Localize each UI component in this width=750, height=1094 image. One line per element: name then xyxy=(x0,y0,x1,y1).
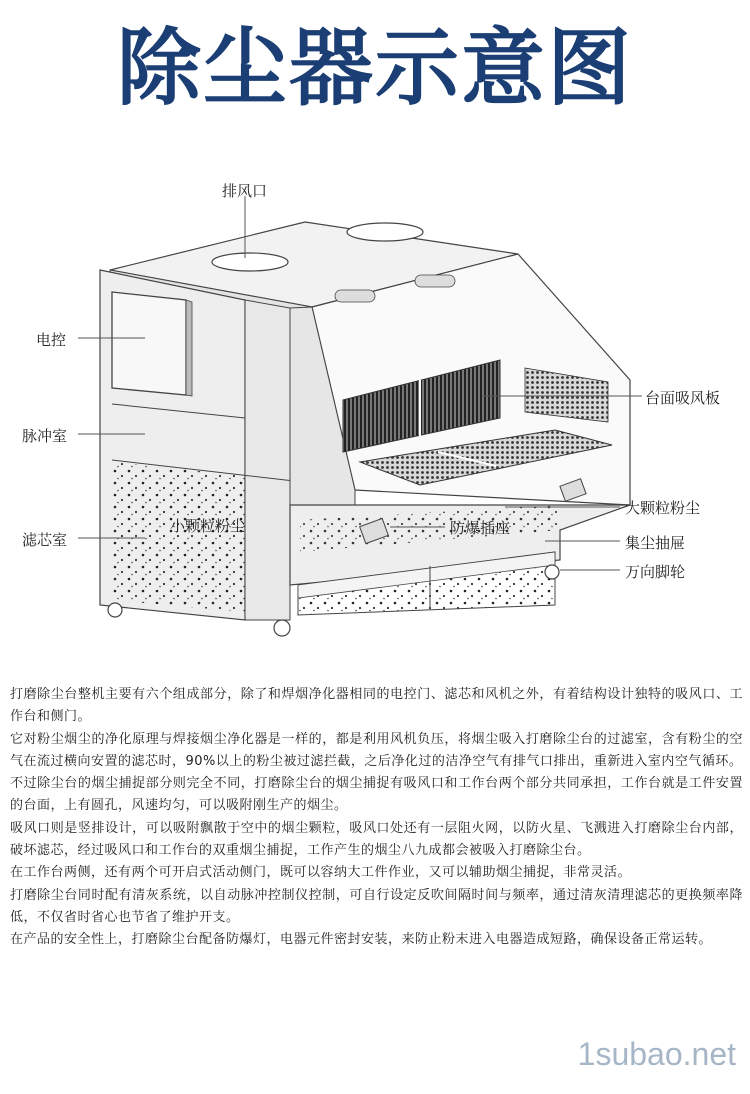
caster-wheel xyxy=(545,565,559,579)
paragraph: 它对粉尘烟尘的净化原理与焊接烟尘净化器是一样的，都是利用风机负压，将烟尘吸入打磨除尘台的过滤室，含有粉尘的空气在流过横向安置的滤芯时，90%以上的粉尘被过滤拦截，之后净化过的洁净空气有排气口排出，重新进入室内空气循环。 xyxy=(10,731,743,769)
exhaust-port-right xyxy=(347,223,423,241)
label-pulse: 脉冲室 xyxy=(22,427,68,445)
front-column xyxy=(245,300,290,620)
page-title: 除尘器示意图 xyxy=(116,19,633,117)
label-filter: 滤芯室 xyxy=(22,531,68,549)
paragraph: 不过除尘台的烟尘捕捉部分则完全不同，打磨除尘台的烟尘捕捉有吸风口和工作台两个部分共同承担，工作台就是工件安置的台面，上有圆孔，风速均匀，可以吸附刚生产的烟尘。 xyxy=(10,776,743,814)
label-big-dust: 大颗粒粉尘 xyxy=(625,499,701,517)
caster-wheel xyxy=(274,620,290,636)
paragraph: 打磨除尘台同时配有清灰系统，以自动脉冲控制仪控制，可自行设定反吹间隔时间与频率，通过清灰清理滤芯的更换频率降低，不仅省时省心也节省了维护开支。 xyxy=(10,887,743,925)
caster-wheel xyxy=(108,603,122,617)
paragraph: 吸风口则是竖排设计，可以吸附飘散于空中的烟尘颗粒，吸风口处还有一层阻火网，以防火星、飞溅进入打磨除尘台内部，破坏滤芯，经过吸风口和工作台的双重烟尘捕捉，工作产生的烟尘八九成都会被吸入打磨除尘台。 xyxy=(10,820,743,859)
label-suction-board: 台面吸风板 xyxy=(645,389,721,407)
label-small-dust: 小颗粒粉尘 xyxy=(170,517,246,535)
description xyxy=(10,684,743,952)
filter-chamber xyxy=(112,462,245,612)
electric-control-box xyxy=(112,292,186,395)
label-explosion-socket: 防爆插座 xyxy=(450,519,511,537)
label-wheel: 万向脚轮 xyxy=(625,563,686,581)
watermark: 1subao.net xyxy=(577,1036,736,1072)
paragraph: 打磨除尘台整机主要有六个组成部分，除了和焊烟净化器相同的电控门、滤芯和风机之外，有着结构设计独特的吸风口、工作台和侧门。 xyxy=(10,687,743,725)
label-exhaust: 排风口 xyxy=(222,182,268,200)
label-drawer: 集尘抽屉 xyxy=(625,534,686,552)
paragraph: 在产品的安全性上，打磨除尘台配备防爆灯，电器元件密封安装，来防止粉末进入电器造成短路，确保设备正常运转。 xyxy=(10,932,713,948)
label-control: 电控 xyxy=(36,331,67,349)
paragraph: 在工作台两侧，还有两个可开启式活动侧门，既可以容纳大工件作业，又可以辅助烟尘捕捉，非常灵活。 xyxy=(10,865,632,881)
exhaust-port-left xyxy=(212,253,288,271)
